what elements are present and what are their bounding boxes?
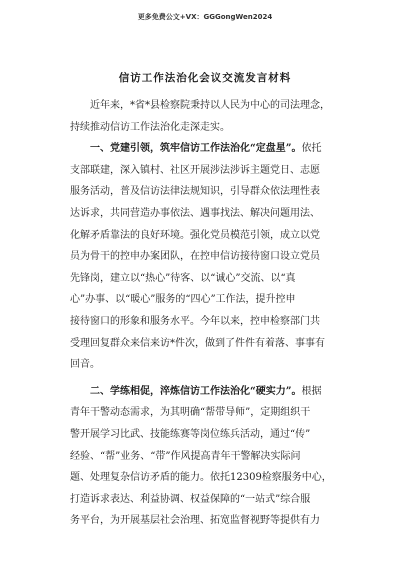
section-heading-text: 二、学练相促，淬炼信访工作法治化“硬实力”。	[70, 385, 302, 397]
text-line: 化解矛盾靠法的良好环境。强化党员模范引领，成立以党	[70, 229, 320, 241]
text-line: 达诉求，共同营造办事依法、遇事找法、解决问题用法、	[70, 207, 320, 219]
text-line: 支部联建，深入镇村、社区开展涉法涉诉主题党日、志愿	[70, 164, 320, 176]
text-line: 接待窗口的形象和服务水平。今年以来，控申检察部门共	[70, 315, 320, 327]
text-line: 警开展学习比武、技能练赛等岗位练兵活动，通过“传”	[70, 428, 311, 440]
section-heading-line: 二、学练相促，淬炼信访工作法治化“硬实力”。根据	[70, 385, 322, 397]
text-line: 近年来，*省*县检察院秉持以人民为中心的司法理念，	[70, 100, 330, 111]
text-line: 先锋岗，建立以“热心”待客、以“诚心”交流、以“真	[70, 272, 296, 284]
text-line: 务平台，为开展基层社会治理、拓宽监督视野等提供有力	[70, 515, 320, 527]
text-line: 持续推动信访工作法治化走深走实。	[70, 121, 230, 133]
text-line: 受理回复群众来信来访*件次，做到了件件有着落、事事有	[70, 337, 325, 349]
text-line: 经验、“帮”业务、“带”作风提高青年干警解决实际问	[70, 450, 301, 462]
text-line: 回音。	[70, 359, 100, 371]
section-heading-text: 一、党建引领，筑牢信访工作法治化“定盘星”。	[70, 143, 302, 155]
paragraph-section-1	[70, 138, 355, 376]
text-line: 服务活动，普及信访法律法规知识，引导群众依法理性表	[70, 186, 320, 198]
text-line: 题、处理复杂信访矛盾的能力。依托12309检察服务中心，	[70, 472, 332, 484]
text-line: 心”办事、以“暖心”服务的“四心”工作法，提升控申	[70, 294, 296, 306]
document-body	[70, 95, 355, 532]
paragraph-intro	[70, 95, 355, 138]
text-line: 青年干警动态需求，为其明确“帮带导师”，定期组织干	[70, 407, 311, 419]
paragraph-section-2	[70, 381, 355, 532]
text-line: 打造诉求表达、利益协调、权益保障的“一站式”综合服	[70, 493, 311, 505]
text-line: 员为骨干的控申办案团队，在控申信访接待窗口设立党员	[70, 251, 320, 263]
section-heading-line: 一、党建引领，筑牢信访工作法治化“定盘星”。依托	[70, 143, 322, 155]
document-title: 信访工作法治化会议交流发言材料	[118, 72, 292, 84]
header-note: 更多免费公文+VX：GGGongWen2024	[137, 13, 273, 21]
